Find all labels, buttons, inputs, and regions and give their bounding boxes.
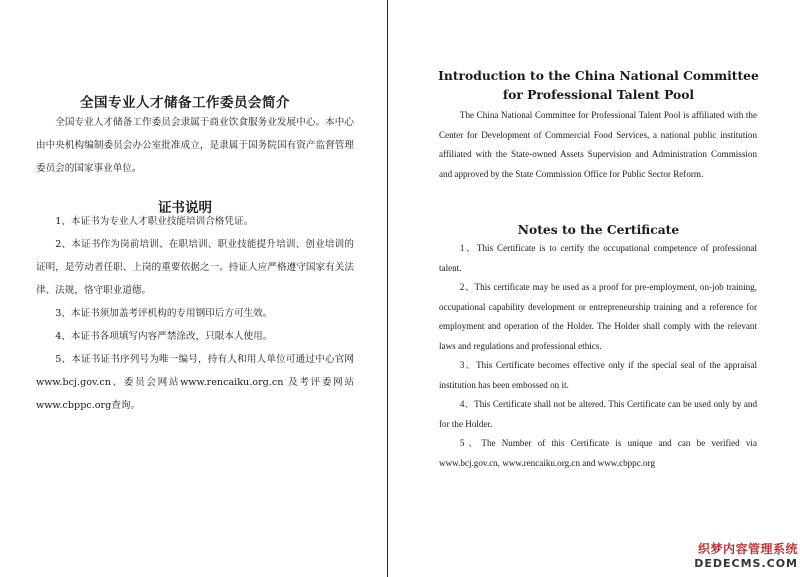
english-note-item: 4、This Certificate shall not be altered. This Certificate can be used only by and for the Holder. [439, 399, 757, 429]
english-note-item: 2、This certificate may be used as a proof for pre-employment, on-job training, occupational capability development or entrepreneurship training and a reference for employment and operation of the Holder. The Holder shall comply with the relevant laws and regulations and professional ethics. [439, 282, 757, 351]
watermark-en-text: DEDECMS.COM [694, 557, 798, 570]
chinese-intro [36, 111, 354, 180]
page-divider [387, 0, 388, 577]
chinese-note-item: 4、本证书各项填写内容严禁涂改，只限本人使用。 [55, 331, 273, 342]
chinese-intro-paragraph: 全国专业人才储备工作委员会隶属于商业饮食服务业发展中心。本中心由中央机构编制委员会办公室批准成立，是隶属于国务院国有资产监督管理委员会的国家事业单位。 [36, 117, 354, 174]
chinese-note-item: 1、本证书为专业人才职业技能培训合格凭证。 [55, 216, 254, 227]
chinese-note-item: 2、本证书作为岗前培训、在职培训、职业技能提升培训、创业培训的证明，是劳动者任职、上岗的重要依据之一。持证人应严格遵守国家有关法律、法规，恪守职业道德。 [36, 239, 354, 296]
english-notes-heading: Notes to the Certificate [517, 222, 680, 237]
english-intro-paragraph: The China National Committee for Professional Talent Pool is affiliated with the Center for Development of Commercial Food Services, a national public institution affiliated with the State-owned Assets Supervision and Administration Commission and approved by the State Commission Office for Public Sector Reform. [439, 110, 757, 179]
chinese-note-item: 5、本证书证书序列号为唯一编号，持有人和用人单位可通过中心官网www.bcj.gov.cn、委员会网站www.rencaiku.org.cn 及考评委网站www.cbppc.org查询。 [36, 354, 354, 411]
watermark-logo [686, 541, 798, 575]
chinese-page-title: 全国专业人才储备工作委员会简介 [80, 95, 290, 111]
english-intro [439, 106, 757, 184]
english-note-item: 1、This Certificate is to certify the occupational competence of professional talent. [439, 243, 757, 273]
english-page [389, 0, 800, 577]
chinese-notes-heading: 证书说明 [158, 200, 212, 216]
english-note-item: 3、This Certificate becomes effective only if the special seal of the appraisal institution has been embossed on it. [439, 360, 757, 390]
chinese-note-item: 3、本证书须加盖考评机构的专用钢印后方可生效。 [55, 308, 273, 319]
chinese-notes-list [36, 210, 354, 417]
english-page-title: Introduction to the China National Committee for Professional Talent Pool [438, 68, 759, 102]
english-note-item: 5、The Number of this Certificate is unique and can be verified via www.bcj.gov.cn, www.rencaiku.org.cn and www.cbppc.org [439, 438, 757, 468]
watermark-cn-text: 织梦内容管理系统 [697, 542, 798, 556]
english-notes-list [439, 239, 757, 473]
chinese-page [0, 0, 386, 577]
